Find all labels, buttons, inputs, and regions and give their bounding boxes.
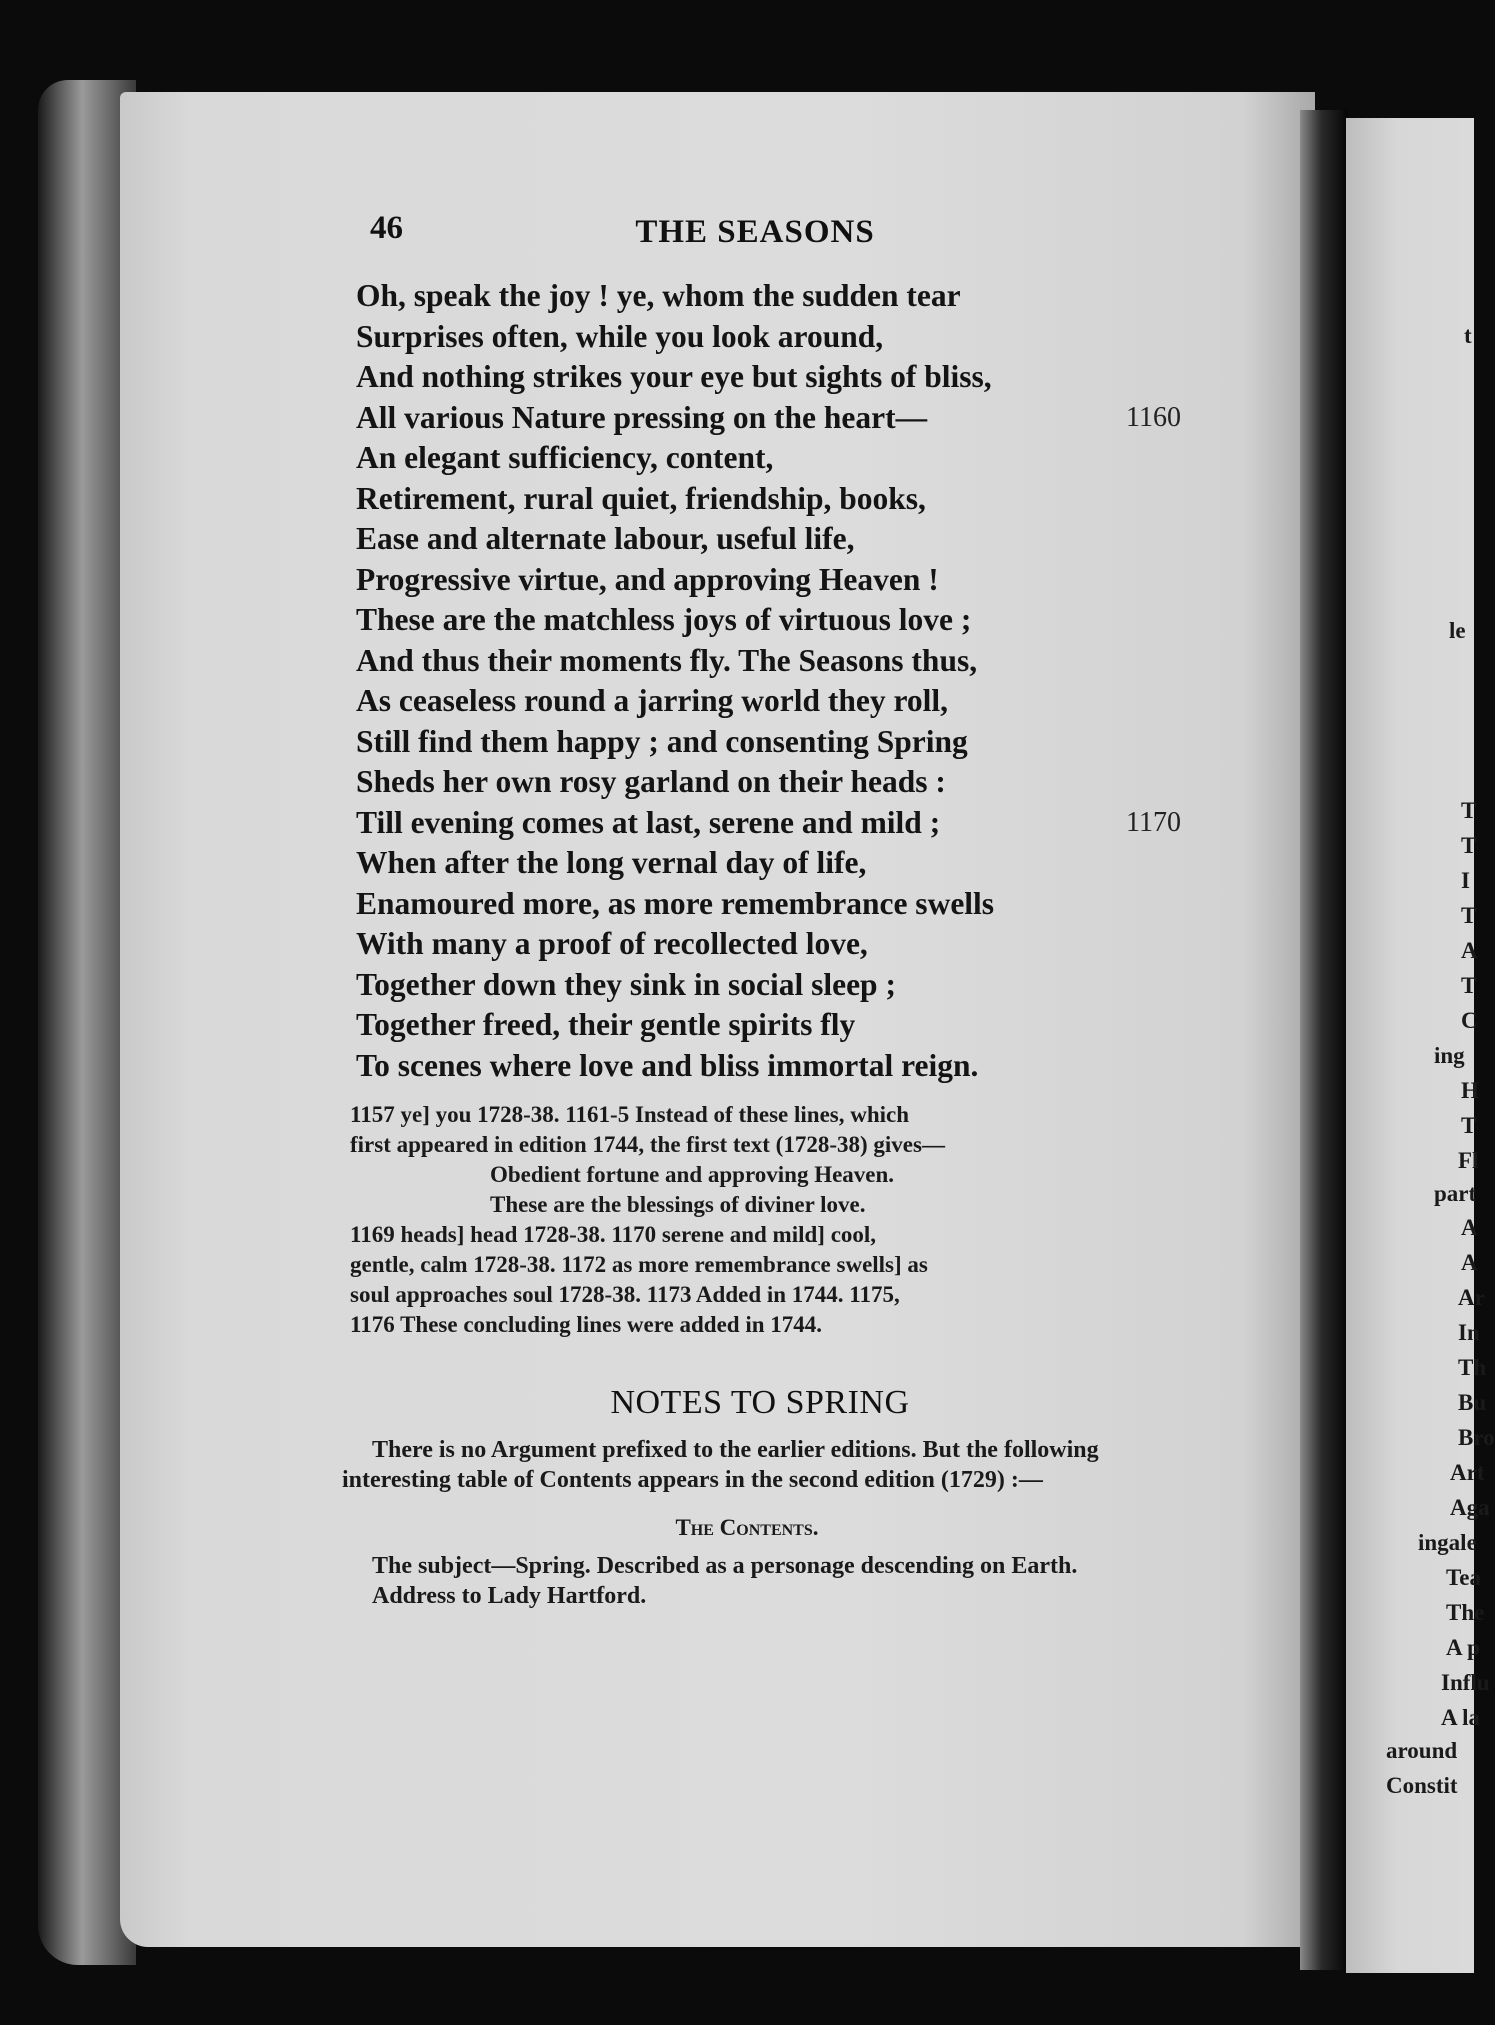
right-fragment: le	[1449, 618, 1466, 643]
intro-paragraph: There is no Argument prefixed to the earlier editions. But the following interesting table of Contents appears in the second edition (1729) :—	[342, 1437, 1099, 1493]
notes-intro	[342, 1435, 1152, 1611]
right-fragment: ingale	[1418, 1530, 1477, 1555]
right-fragment: A la	[1441, 1705, 1480, 1730]
variant-note: first appeared in edition 1744, the first text (1728-38) gives—	[350, 1132, 945, 1157]
right-page	[1346, 118, 1495, 1973]
poem-line	[356, 843, 1176, 884]
right-fragment: T	[1461, 833, 1477, 858]
poem-line	[356, 600, 1176, 641]
contents-heading: The Contents.	[675, 1515, 819, 1540]
right-fragment: H	[1461, 1078, 1479, 1103]
poem-line	[356, 762, 1176, 803]
poem-line	[356, 641, 1176, 682]
line-text: Retirement, rural quiet, friendship, books,	[356, 480, 926, 516]
line-text: Together freed, their gentle spirits fly	[356, 1007, 856, 1042]
right-fragment: Th	[1458, 1355, 1487, 1380]
right-fragment: A	[1461, 1215, 1478, 1240]
variant-note: soul approaches soul 1728-38. 1173 Added in 1744. 1175,	[350, 1282, 900, 1307]
variant-note: 1176 These concluding lines were added in 1744.	[350, 1312, 822, 1337]
variant-note: 1169 heads] head 1728-38. 1170 serene and mild] cool,	[350, 1222, 877, 1247]
variant-note: gentle, calm 1728-38. 1172 as more remembrance swells] as	[350, 1252, 928, 1277]
poem-text	[356, 276, 1181, 1086]
line-text: Progressive virtue, and approving Heaven !	[356, 561, 939, 597]
section-heading: NOTES TO SPRING	[610, 1384, 910, 1421]
variant-notes	[350, 1100, 1170, 1340]
poem-line	[356, 438, 1176, 479]
right-fragment: T	[1461, 1113, 1477, 1138]
right-fragment: T	[1461, 798, 1477, 823]
line-text: With many a proof of recollected love,	[356, 926, 868, 961]
right-fragment: Aga	[1450, 1495, 1490, 1520]
poem-line	[356, 398, 1181, 439]
book-gutter	[1300, 110, 1348, 1970]
right-fragment: Ar	[1458, 1285, 1485, 1310]
line-text: These are the matchless joys of virtuous love ;	[356, 602, 972, 637]
right-fragment: T	[1461, 903, 1477, 928]
poem-line	[356, 803, 1181, 844]
line-text: To scenes where love and bliss immortal reign.	[356, 1047, 979, 1083]
page-header	[370, 210, 1140, 260]
variant-note: 1157 ye] you 1728-38. 1161-5 Instead of these lines, which	[350, 1102, 910, 1127]
poem-line	[356, 357, 1176, 398]
line-text: Oh, speak the joy ! ye, whom the sudden tear	[356, 278, 961, 313]
right-fragment: The	[1446, 1600, 1485, 1625]
poem-line	[356, 681, 1176, 722]
poem-line	[356, 722, 1176, 763]
poem-line	[356, 884, 1176, 925]
right-fragment: In	[1458, 1320, 1480, 1345]
line-text: Sheds her own rosy garland on their heads :	[356, 764, 946, 799]
right-fragment: ing	[1434, 1043, 1465, 1068]
right-fragment: I	[1461, 868, 1470, 893]
page-number: 46	[370, 210, 403, 246]
line-text: All various Nature pressing on the heart—	[356, 399, 928, 435]
poem-line	[356, 519, 1176, 560]
line-number: 1170	[1126, 806, 1181, 838]
right-fragment: Tea	[1446, 1565, 1481, 1590]
contents-item: Address to Lady Hartford.	[372, 1583, 647, 1609]
line-text: Together down they sink in social sleep ;	[356, 966, 896, 1002]
right-fragment: A	[1461, 938, 1478, 963]
poem-line	[356, 1046, 1176, 1087]
line-text: Still find them happy ; and consenting Spring	[356, 723, 968, 759]
line-text: And thus their moments fly. The Seasons thus,	[356, 642, 978, 678]
right-fragment: around	[1386, 1738, 1458, 1763]
line-text: Till evening comes at last, serene and mild ;	[356, 804, 941, 840]
variant-note-quote: These are the blessings of diviner love.	[490, 1192, 866, 1217]
right-fragment: Bro	[1458, 1425, 1495, 1450]
line-text: An elegant sufficiency, content,	[356, 440, 774, 475]
poem-line	[356, 924, 1176, 965]
right-fragment: T	[1461, 973, 1477, 998]
line-text: When after the long vernal day of life,	[356, 845, 867, 880]
right-fragment: Influ	[1441, 1670, 1490, 1695]
line-text: And nothing strikes your eye but sights of bliss,	[356, 359, 992, 394]
poem-line	[356, 276, 1176, 317]
right-fragment: Bu	[1458, 1390, 1487, 1415]
contents-item: The subject—Spring. Described as a personage descending on Earth.	[372, 1553, 1078, 1579]
right-fragment: A p	[1446, 1635, 1480, 1660]
line-text: Enamoured more, as more remembrance swells	[356, 885, 995, 921]
right-fragment: t	[1464, 323, 1472, 348]
poem-line	[356, 1005, 1176, 1046]
line-text: Ease and alternate labour, useful life,	[356, 521, 855, 556]
line-number: 1160	[1126, 401, 1181, 433]
poem-line	[356, 317, 1176, 358]
line-text: Surprises often, while you look around,	[356, 318, 884, 354]
variant-note-quote: Obedient fortune and approving Heaven.	[490, 1162, 895, 1187]
poem-line	[356, 479, 1176, 520]
poem-line	[356, 560, 1176, 601]
right-fragment: part	[1434, 1181, 1477, 1206]
right-fragment: Art	[1450, 1460, 1485, 1485]
right-fragment: C	[1461, 1008, 1478, 1033]
poem-line	[356, 965, 1176, 1006]
right-fragment: Fl	[1458, 1148, 1479, 1173]
right-fragment: A	[1461, 1250, 1478, 1275]
line-text: As ceaseless round a jarring world they roll,	[356, 683, 949, 718]
right-fragment: Constit	[1386, 1773, 1458, 1798]
running-title: THE SEASONS	[635, 214, 875, 250]
